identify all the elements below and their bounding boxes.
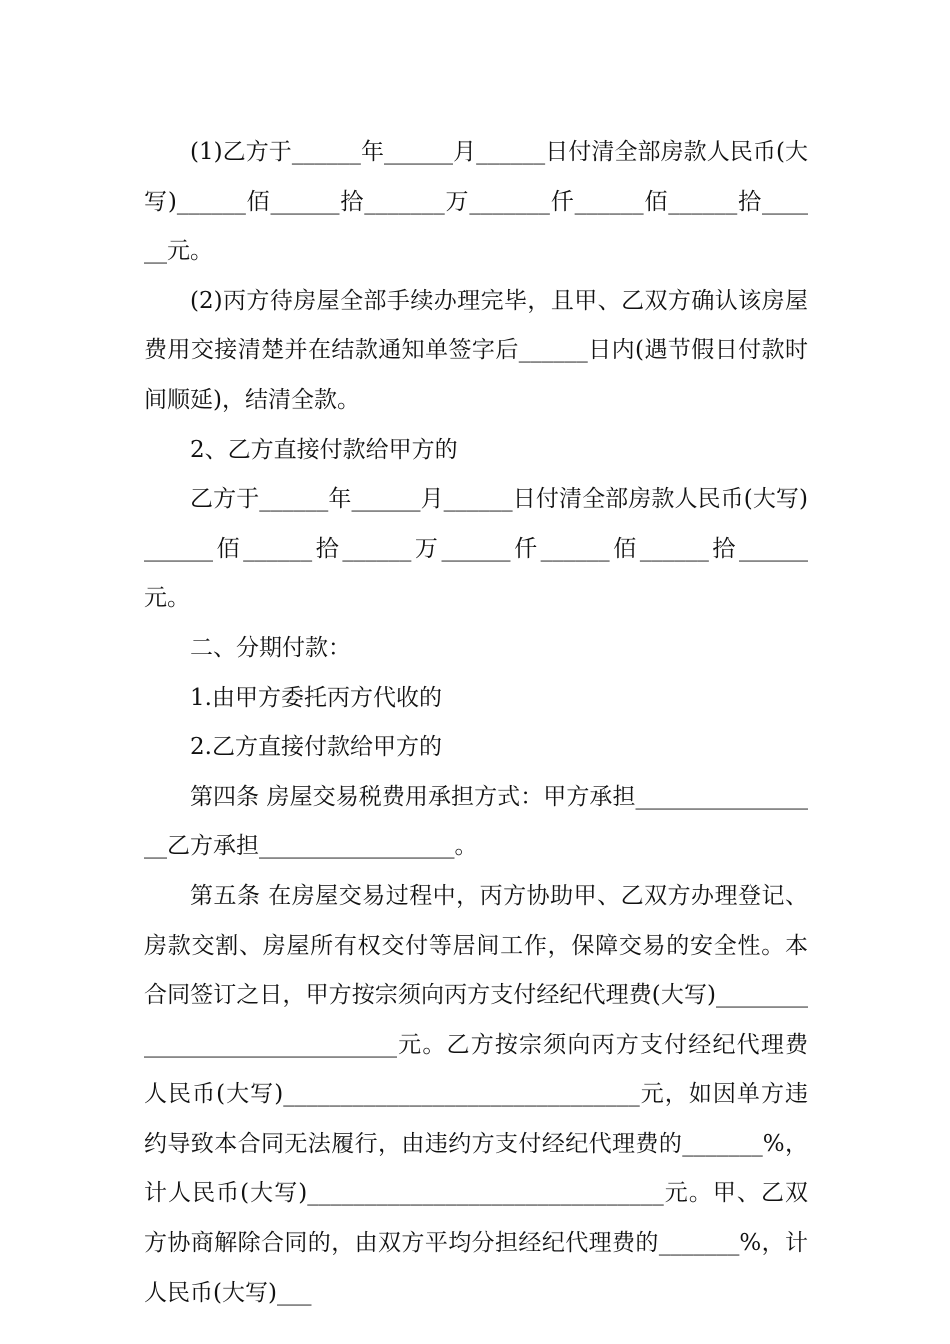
paragraph-article-4: 第四条 房屋交易税费用承担方式：甲方承担_________________乙方承担_________________。	[144, 783, 808, 860]
paragraph-direct-payment: 乙方于______年______月______日付清全部房款人民币(大写)______佰______拾______万______仟______佰______拾______元。	[144, 486, 808, 612]
paragraph-article-5: 第五条 在房屋交易过程中，丙方协助甲、乙双方办理登记、房款交割、房屋所有权交付等居间工作，保障交易的安全性。本合同签订之日，甲方按宗须向丙方支付经纪代理费(大写)______________________________元。乙方按宗须向丙方支付经纪代理费人民币(大写)_______________________________元，如因单方违约导致本合同无法履行，由违约方支付经纪代理费的_______%，计人民币(大写)_______________________________元。甲、乙双方协商解除合同的，由双方平均分担经纪代理费的_______%，计人民币(大写)___	[144, 882, 808, 1306]
paragraph-payment-1: (1)乙方于______年______月______日付清全部房款人民币(大写)______佰______拾_______万_______仟______佰______拾______元。	[144, 139, 808, 265]
paragraph-payment-2: (2)丙方待房屋全部手续办理完毕，且甲、乙双方确认该房屋费用交接清楚并在结款通知单签字后______日内(遇节假日付款时间顺延)，结清全款。	[144, 287, 808, 413]
paragraph-installment-heading: 二、分期付款：	[190, 634, 351, 661]
paragraph-installment-2: 2.乙方直接付款给甲方的	[190, 734, 442, 761]
paragraph-installment-1: 1.由甲方委托丙方代收的	[190, 684, 442, 711]
document-body	[144, 128, 808, 1318]
paragraph-direct-payment-heading: 2、乙方直接付款给甲方的	[190, 436, 458, 463]
